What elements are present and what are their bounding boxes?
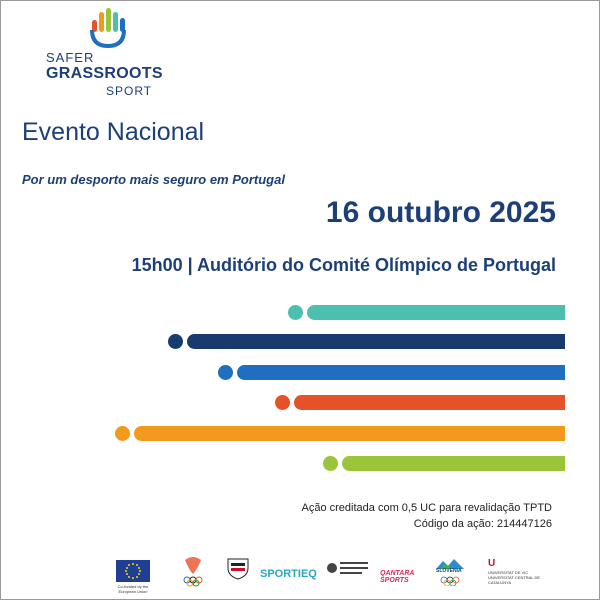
sportieq-logo (260, 556, 316, 596)
decor-dot (218, 365, 233, 380)
decor-line (342, 456, 565, 471)
slovenia-olympic-logo (436, 556, 464, 596)
decor-bar-green (323, 456, 565, 472)
uvic-logo (488, 556, 548, 596)
credit-info (302, 500, 552, 532)
safer-grassroots-sport-logo (40, 6, 170, 96)
uvic-u-icon: U (488, 558, 496, 569)
eu-logo (110, 556, 156, 596)
action-code: Código da ação: 214447126 (413, 518, 552, 530)
decor-bar-navy (168, 334, 565, 350)
decor-line (134, 426, 565, 441)
sponsor-logos (110, 556, 550, 596)
logo-sport-text: SPORT (106, 84, 153, 98)
qantara-text: QANTARA SPORTS (380, 570, 415, 584)
logo-safer-text: SAFER (46, 50, 95, 65)
event-subtitle: Por um desporto mais seguro em Portugal (22, 172, 285, 187)
shield-logo-icon (226, 556, 250, 596)
qantara-logo (380, 556, 422, 596)
decor-dot (288, 305, 303, 320)
slovenia-text: SLOVENIA (436, 568, 462, 574)
decor-bar-orange (115, 426, 565, 442)
decor-bar-red (275, 395, 565, 411)
decor-dot (275, 395, 290, 410)
eu-flag-icon (116, 560, 150, 582)
credit-line: Ação creditada com 0,5 UC para revalidação TPTD (301, 502, 552, 514)
uvic-text: UNIVERSITAT DE VIC UNIVERSITAT CENTRAL DE CATALUNYA (488, 570, 541, 585)
cop-logo-icon (180, 556, 206, 596)
decor-dot (115, 426, 130, 441)
decor-line (307, 305, 565, 320)
decor-line (237, 365, 565, 380)
event-time-venue: 15h00 | Auditório do Comité Olímpico de Portugal (131, 255, 556, 275)
sportieq-text: SPORTIEQ (260, 568, 317, 580)
crest-icon (326, 556, 370, 580)
decor-dot (323, 456, 338, 471)
decor-line (187, 334, 565, 349)
logo-grassroots-text: GRASSROOTS (46, 65, 163, 82)
decor-bar-teal (288, 305, 565, 321)
decor-dot (168, 334, 183, 349)
decor-bar-blue (218, 365, 565, 381)
eu-caption: Co-funded by the European Union (117, 584, 149, 594)
decor-line (294, 395, 565, 410)
hands-logo-icon (90, 6, 126, 48)
event-date: 16 outubro 2025 (325, 196, 556, 229)
ministry-logo (326, 556, 370, 596)
olympic-rings-icon (440, 576, 460, 586)
event-title: Evento Nacional (22, 118, 205, 146)
